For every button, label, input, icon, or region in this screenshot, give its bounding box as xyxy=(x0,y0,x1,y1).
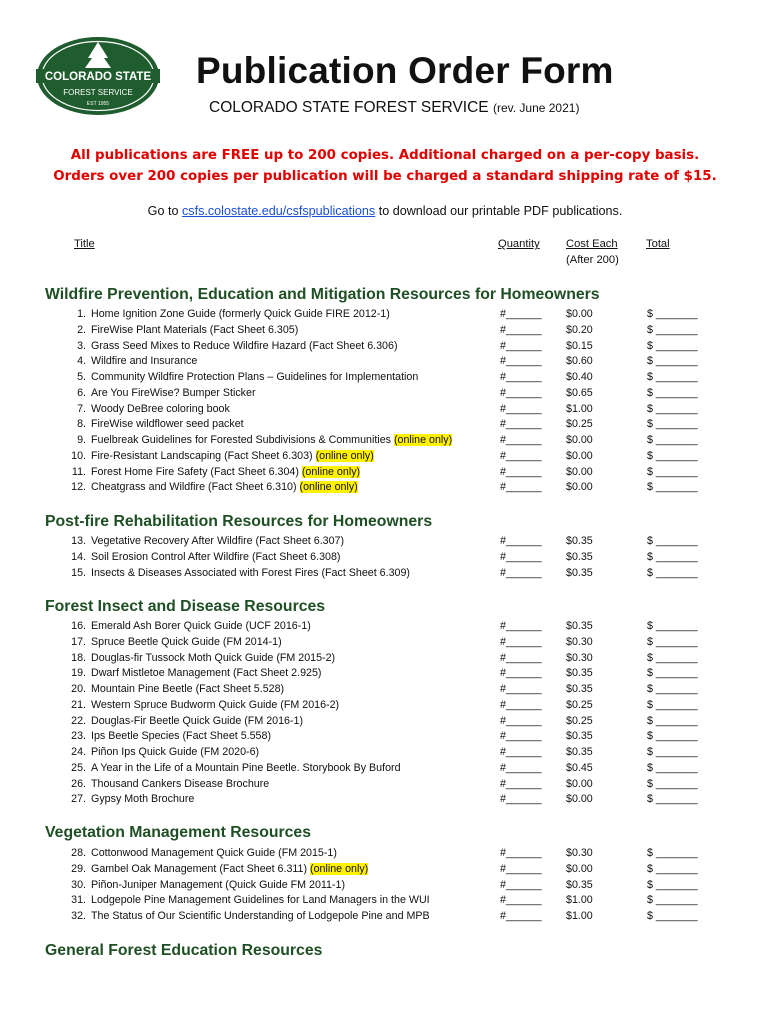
page-title: Publication Order Form xyxy=(196,50,614,91)
publication-row xyxy=(0,353,770,369)
publication-row xyxy=(0,464,770,480)
quantity-field[interactable]: #______ xyxy=(500,620,542,632)
publication-row xyxy=(0,385,770,401)
logo-line-3: EST 1955 xyxy=(86,101,110,107)
download-prefix: Go to xyxy=(147,204,182,218)
cost-each: $0.60 xyxy=(566,355,593,368)
total-field[interactable]: $ _______ xyxy=(647,371,698,383)
online-only-badge: (online only) xyxy=(393,434,453,446)
publication-title: Wildfire and Insurance xyxy=(91,355,198,368)
total-field[interactable]: $ _______ xyxy=(647,667,698,680)
quantity-field[interactable]: #______ xyxy=(500,635,542,648)
publication-title: Douglas-fir Tussock Moth Quick Guide (FM 2015-2) xyxy=(91,651,336,664)
publication-title: Grass Seed Mixes to Reduce Wildfire Hazard (Fact Sheet 6.306) xyxy=(91,339,398,352)
quantity-field[interactable]: #______ xyxy=(500,651,542,664)
item-number: 4. xyxy=(77,355,86,368)
item-number: 24. xyxy=(71,746,86,758)
section-heading: General Forest Education Resources xyxy=(45,942,323,959)
download-instructions xyxy=(0,204,770,218)
cost-each: $1.00 xyxy=(566,894,593,907)
publication-row xyxy=(0,650,770,666)
publication-row xyxy=(0,306,770,322)
online-only-badge: (online only) xyxy=(315,449,374,462)
quantity-field[interactable]: #______ xyxy=(500,847,542,859)
publication-row xyxy=(0,416,770,432)
total-field[interactable]: $ _______ xyxy=(647,777,698,790)
quantity-field[interactable]: #______ xyxy=(500,339,542,352)
cost-each: $0.35 xyxy=(566,730,593,743)
item-number: 8. xyxy=(77,418,86,431)
quantity-field[interactable]: #______ xyxy=(500,878,542,891)
publication-title: Douglas-Fir Beetle Quick Guide (FM 2016-1) xyxy=(91,714,304,727)
total-field[interactable]: $ _______ xyxy=(647,894,698,907)
quantity-field[interactable]: #______ xyxy=(500,386,542,399)
cost-each: $0.00 xyxy=(566,449,593,462)
publication-title: Piñon Ips Quick Guide (FM 2020-6) xyxy=(91,746,260,758)
item-number: 30. xyxy=(71,878,86,891)
total-field[interactable]: $ _______ xyxy=(647,355,698,368)
download-suffix: to download our printable PDF publications. xyxy=(375,204,623,218)
item-number: 9. xyxy=(77,434,86,446)
publication-row xyxy=(0,533,770,549)
item-number: 25. xyxy=(71,761,86,774)
publication-row xyxy=(0,845,770,861)
cost-each: $0.20 xyxy=(566,323,593,336)
quantity-field[interactable]: #______ xyxy=(500,550,542,563)
logo-line-2: FOREST SERVICE xyxy=(63,88,133,97)
item-number: 21. xyxy=(71,698,86,711)
publication-title: Fire-Resistant Landscaping (Fact Sheet 6.303) (online only) xyxy=(91,449,374,462)
publication-row xyxy=(0,713,770,729)
total-field[interactable]: $ _______ xyxy=(647,651,698,664)
item-number: 5. xyxy=(77,371,86,383)
publication-title: Soil Erosion Control After Wildfire (Fact Sheet 6.308) xyxy=(91,550,341,563)
column-header-cost-note: (After 200) xyxy=(566,254,619,266)
publication-title: Cheatgrass and Wildfire (Fact Sheet 6.310) (online only) xyxy=(91,481,358,494)
publication-row xyxy=(0,728,770,744)
item-number: 7. xyxy=(77,402,86,415)
total-field[interactable]: $ _______ xyxy=(647,620,698,632)
quantity-field[interactable]: #______ xyxy=(500,481,542,494)
cost-each: $0.25 xyxy=(566,698,593,711)
quantity-field[interactable]: #______ xyxy=(500,894,542,907)
publication-title: FireWise Plant Materials (Fact Sheet 6.305) xyxy=(91,323,299,336)
item-number: 26. xyxy=(71,777,86,790)
publication-row xyxy=(0,681,770,697)
quantity-field[interactable]: #______ xyxy=(500,566,542,579)
agency-subtitle xyxy=(209,99,579,117)
publication-row xyxy=(0,877,770,893)
column-header-quantity: Quantity xyxy=(498,238,540,250)
quantity-field[interactable]: #______ xyxy=(500,730,542,743)
csfs-logo xyxy=(36,36,160,116)
publication-row xyxy=(0,892,770,908)
cost-each: $0.25 xyxy=(566,418,593,431)
total-field[interactable]: $ _______ xyxy=(647,793,698,806)
cost-each: $0.15 xyxy=(566,339,593,352)
publications-link[interactable]: csfs.colostate.edu/csfspublications xyxy=(181,204,376,218)
cost-each: $0.30 xyxy=(566,651,593,664)
item-number: 20. xyxy=(71,683,86,695)
quantity-field[interactable]: #______ xyxy=(500,449,542,462)
publication-title: Fuelbreak Guidelines for Forested Subdivisions & Communities (online only) xyxy=(91,434,453,446)
total-field[interactable]: $ _______ xyxy=(647,402,698,415)
publication-row xyxy=(0,549,770,565)
cost-each: $0.00 xyxy=(566,481,593,494)
item-number: 13. xyxy=(71,535,86,547)
cost-each: $0.25 xyxy=(566,714,593,727)
item-number: 32. xyxy=(71,910,86,922)
cost-each: $1.00 xyxy=(566,402,593,415)
total-field[interactable]: $ _______ xyxy=(647,339,698,352)
quantity-field[interactable]: #______ xyxy=(500,910,542,922)
publication-row xyxy=(0,697,770,713)
quantity-field[interactable]: #______ xyxy=(500,793,542,806)
cost-each: $1.00 xyxy=(566,910,593,922)
quantity-field[interactable]: #______ xyxy=(500,308,542,320)
cost-each: $0.00 xyxy=(566,793,593,806)
publication-row xyxy=(0,861,770,877)
quantity-field[interactable]: #______ xyxy=(500,355,542,368)
publication-title: Western Spruce Budworm Quick Guide (FM 2016-2) xyxy=(91,698,340,711)
total-field[interactable]: $ _______ xyxy=(647,481,698,494)
total-field[interactable]: $ _______ xyxy=(647,698,698,711)
quantity-field[interactable]: #______ xyxy=(500,434,542,446)
column-header-total: Total xyxy=(646,238,670,250)
cost-each: $0.00 xyxy=(566,777,593,790)
total-field[interactable]: $ _______ xyxy=(647,683,698,695)
total-field[interactable]: $ _______ xyxy=(647,910,698,922)
publication-row xyxy=(0,322,770,338)
publication-title: A Year in the Life of a Mountain Pine Beetle. Storybook By Buford xyxy=(91,761,401,774)
publication-title: Piñon-Juniper Management (Quick Guide FM 2011-1) xyxy=(91,878,346,891)
publication-title: Lodgepole Pine Management Guidelines for Land Managers in the WUI xyxy=(91,894,430,907)
total-field[interactable]: $ _______ xyxy=(647,323,698,336)
publication-title: Community Wildfire Protection Plans – Guidelines for Implementation xyxy=(91,371,419,383)
item-number: 22. xyxy=(71,714,86,727)
item-number: 17. xyxy=(71,635,86,648)
publication-row xyxy=(0,479,770,495)
publication-row xyxy=(0,338,770,354)
cost-each: $0.65 xyxy=(566,386,593,399)
cost-each: $0.00 xyxy=(566,465,593,478)
logo-line-1: COLORADO STATE xyxy=(44,71,152,83)
cost-each: $0.40 xyxy=(566,371,593,383)
publication-row xyxy=(0,369,770,385)
item-number: 18. xyxy=(71,651,86,664)
total-field[interactable]: $ _______ xyxy=(647,449,698,462)
item-number: 28. xyxy=(71,847,86,859)
quantity-field[interactable]: #______ xyxy=(500,371,542,383)
publication-row xyxy=(0,448,770,464)
item-number: 16. xyxy=(71,620,86,632)
quantity-field[interactable]: #______ xyxy=(500,535,542,547)
publication-title: Emerald Ash Borer Quick Guide (UCF 2016-1) xyxy=(91,620,311,632)
publication-title: Vegetative Recovery After Wildfire (Fact Sheet 6.307) xyxy=(91,535,345,547)
cost-each: $0.35 xyxy=(566,566,593,579)
total-field[interactable]: $ _______ xyxy=(647,878,698,891)
cost-each: $0.35 xyxy=(566,550,593,563)
publication-title: Gambel Oak Management (Fact Sheet 6.311) (online only) xyxy=(91,862,369,875)
publication-title: Spruce Beetle Quick Guide (FM 2014-1) xyxy=(91,635,282,648)
total-field[interactable]: $ _______ xyxy=(647,550,698,563)
publication-row xyxy=(0,432,770,448)
item-number: 11. xyxy=(71,465,86,478)
publication-row xyxy=(0,908,770,924)
item-number: 10. xyxy=(71,449,86,462)
item-number: 1. xyxy=(77,308,86,320)
publication-title: Forest Home Fire Safety (Fact Sheet 6.304) (online only) xyxy=(91,465,361,478)
notice-line-1: All publications are FREE up to 200 copies. Additional charged on a per-copy basis. xyxy=(70,148,700,163)
online-only-badge: (online only) xyxy=(299,481,358,494)
quantity-field[interactable]: #______ xyxy=(500,761,542,774)
item-number: 29. xyxy=(71,862,86,875)
quantity-field[interactable]: #______ xyxy=(500,323,542,336)
publication-title: Home Ignition Zone Guide (formerly Quick Guide FIRE 2012-1) xyxy=(91,308,390,320)
cost-each: $0.35 xyxy=(566,535,593,547)
item-number: 2. xyxy=(77,323,86,336)
cost-each: $0.35 xyxy=(566,620,593,632)
quantity-field[interactable]: #______ xyxy=(500,418,542,431)
publication-title: Gypsy Moth Brochure xyxy=(91,793,195,806)
publication-row xyxy=(0,791,770,807)
item-number: 14. xyxy=(71,550,86,563)
total-field[interactable]: $ _______ xyxy=(647,714,698,727)
quantity-field[interactable]: #______ xyxy=(500,667,542,680)
publication-row xyxy=(0,634,770,650)
item-number: 19. xyxy=(71,667,86,680)
total-field[interactable]: $ _______ xyxy=(647,386,698,399)
publication-title: Ips Beetle Species (Fact Sheet 5.558) xyxy=(91,730,272,743)
total-field[interactable]: $ _______ xyxy=(647,418,698,431)
item-number: 6. xyxy=(77,386,86,399)
publication-row xyxy=(0,565,770,581)
item-number: 3. xyxy=(77,339,86,352)
item-number: 15. xyxy=(71,566,86,579)
quantity-field[interactable]: #______ xyxy=(500,862,542,875)
section-heading: Post-fire Rehabilitation Resources for Homeowners xyxy=(45,513,433,530)
total-field[interactable]: $ _______ xyxy=(647,746,698,758)
item-number: 12. xyxy=(71,481,86,494)
column-header-title: Title xyxy=(74,238,95,250)
publication-row xyxy=(0,665,770,681)
total-field[interactable]: $ _______ xyxy=(647,761,698,774)
section-heading: Vegetation Management Resources xyxy=(45,824,311,841)
cost-each: $0.00 xyxy=(566,308,593,320)
section-heading: Wildfire Prevention, Education and Mitigation Resources for Homeowners xyxy=(45,286,600,303)
publication-title: Woody DeBree coloring book xyxy=(91,402,230,415)
column-header-cost: Cost Each xyxy=(566,238,618,250)
cost-each: $0.35 xyxy=(566,683,593,695)
item-number: 23. xyxy=(71,730,86,743)
cost-each: $0.00 xyxy=(566,434,593,446)
online-only-badge: (online only) xyxy=(301,465,361,478)
publication-title: FireWise wildflower seed packet xyxy=(91,418,244,431)
total-field[interactable]: $ _______ xyxy=(647,847,698,859)
total-field[interactable]: $ _______ xyxy=(647,635,698,648)
total-field[interactable]: $ _______ xyxy=(647,862,698,875)
publication-row xyxy=(0,401,770,417)
publication-title: Cottonwood Management Quick Guide (FM 2015-1) xyxy=(91,847,337,859)
total-field[interactable]: $ _______ xyxy=(647,465,698,478)
cost-each: $0.45 xyxy=(566,761,593,774)
online-only-badge: (online only) xyxy=(310,862,369,875)
quantity-field[interactable]: #______ xyxy=(500,698,542,711)
cost-each: $0.30 xyxy=(566,635,593,648)
item-number: 27. xyxy=(71,793,86,806)
quantity-field[interactable]: #______ xyxy=(500,746,542,758)
quantity-field[interactable]: #______ xyxy=(500,714,542,727)
total-field[interactable]: $ _______ xyxy=(647,730,698,743)
quantity-field[interactable]: #______ xyxy=(500,777,542,790)
publication-title: Mountain Pine Beetle (Fact Sheet 5.528) xyxy=(91,683,285,695)
total-field[interactable]: $ _______ xyxy=(647,535,698,547)
quantity-field[interactable]: #______ xyxy=(500,402,542,415)
publication-title: Dwarf Mistletoe Management (Fact Sheet 2.925) xyxy=(91,667,322,680)
item-number: 31. xyxy=(71,894,86,907)
section-heading: Forest Insect and Disease Resources xyxy=(45,598,326,615)
total-field[interactable]: $ _______ xyxy=(647,434,698,446)
total-field[interactable]: $ _______ xyxy=(647,566,698,579)
publication-row xyxy=(0,776,770,792)
publication-title: Insects & Diseases Associated with Forest Fires (Fact Sheet 6.309) xyxy=(91,566,410,579)
quantity-field[interactable]: #______ xyxy=(500,683,542,695)
publication-title: Thousand Cankers Disease Brochure xyxy=(91,777,270,790)
agency-name: COLORADO STATE FOREST SERVICE xyxy=(209,99,489,116)
cost-each: $0.35 xyxy=(566,878,593,891)
quantity-field[interactable]: #______ xyxy=(500,465,542,478)
publication-title: The Status of Our Scientific Understanding of Lodgepole Pine and MPB xyxy=(91,910,430,922)
publication-title: Are You FireWise? Bumper Sticker xyxy=(91,386,256,399)
cost-each: $0.35 xyxy=(566,746,593,758)
total-field[interactable]: $ _______ xyxy=(647,308,698,320)
publication-row xyxy=(0,618,770,634)
cost-each: $0.35 xyxy=(566,667,593,680)
cost-each: $0.00 xyxy=(566,862,593,875)
publication-row xyxy=(0,744,770,760)
notice-line-2: Orders over 200 copies per publication will be charged a standard shipping rate of $15. xyxy=(53,169,717,184)
revision-date: (rev. June 2021) xyxy=(492,101,580,115)
cost-each: $0.30 xyxy=(566,847,593,859)
publication-row xyxy=(0,760,770,776)
